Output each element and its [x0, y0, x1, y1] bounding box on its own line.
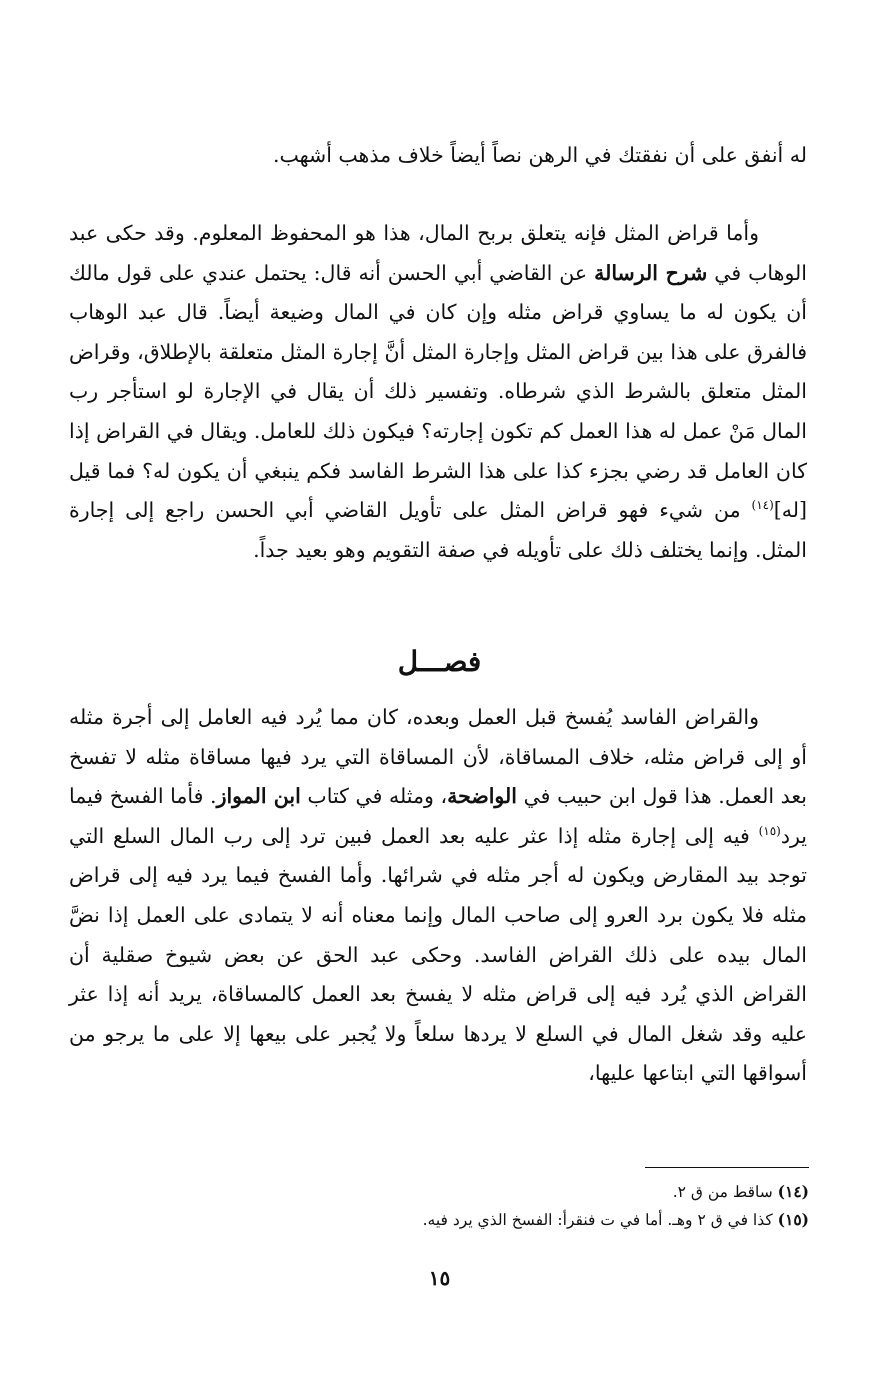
- footnote-14-number: (١٤): [777, 1182, 809, 1201]
- paragraph-1: [69, 136, 807, 176]
- paragraph-3-part-a: والقراض الفاسد يُفسخ قبل العمل وبعده، كان مما يُرد فيه العامل إلى أجرة مثله أو إلى قراض مثله، خلاف المساقاة، لأن المساقاة التي يرد فيها مساقاة مثله لا تفسخ بعد العمل. هذا قول ابن حبيب في: [69, 705, 807, 809]
- paragraph-2-part-d: من شيء فهو قراض المثل على تأويل القاضي أبي الحسن راجع إلى إجارة المثل. وإنما يختلف ذلك على تأويله في صفة التقويم وهو بعيد جداً.: [69, 498, 807, 562]
- paragraph-2: [69, 214, 807, 570]
- book-title-sharh-al-risala: شرح الرسالة: [594, 260, 708, 285]
- footnote-15-number: (١٥): [777, 1210, 809, 1229]
- footnote-divider: [645, 1167, 809, 1168]
- page-number: ١٥: [428, 1266, 451, 1290]
- footnotes: [71, 1178, 809, 1234]
- footnote-15: [71, 1206, 809, 1234]
- footnote-15-text: كذا في ق ٢ وهـ. أما في ت فنقرأ: الفسخ الذي يرد فيه.: [422, 1211, 778, 1229]
- paragraph-3: [69, 698, 807, 1094]
- footnote-ref-15[interactable]: (١٥): [758, 823, 781, 838]
- paragraph-3-text: [69, 698, 807, 1094]
- paragraph-3-part-e: . فأما الفسخ فيما يرد: [69, 784, 807, 848]
- paragraph-2-part-a: وأما قراض المثل فإنه يتعلق بربح المال، هذا هو المحفوظ المعلوم. وقد حكى عبد الوهاب في: [69, 221, 807, 285]
- paragraph-2-text: [69, 214, 807, 570]
- footnote-14: [71, 1178, 809, 1206]
- paragraph-2-part-c: عن القاضي أبي الحسن أنه قال: يحتمل عندي على قول مالك أن يكون له ما يساوي قراض مثله وإن كان في المال وضيعة أيضاً. قال عبد الوهاب فالفرق على هذا بين قراض المثل وإجارة المثل أنَّ إجارة المثل متعلقة بالإطلاق، وقراض المثل متعلق بالشرط الذي شرطاه. وتفسير ذلك أن يقال في الإجارة لو استأجر رب المال مَنْ عمل له هذا العمل كم تكون إجارته؟ فيكون ذلك للعامل. ويقال في القراض إذا كان العامل قد رضي بجزء كذا على هذا الشرط الفاسد فكم ينبغي أن يكون له؟ فما قيل [له]: [69, 260, 807, 523]
- book-title-ibn-al-mawaz: ابن المواز: [216, 784, 301, 809]
- footnote-14-text: ساقط من ق ٢.: [672, 1183, 778, 1201]
- footnote-ref-14[interactable]: (١٤): [751, 498, 774, 513]
- book-title-al-wadiha: الواضحة: [447, 784, 517, 809]
- section-heading: فصـــل: [397, 645, 482, 678]
- paragraph-3-part-f: فيه إلى إجارة مثله إذا عثر عليه بعد العمل فبين ترد إلى رب المال السلع التي توجد بيد المقارض ويكون له أجر مثله في شرائها. وأما الفسخ فيما يرد فيه إلى قراض مثله فلا يكون برد العرو إلى صاحب المال وإنما معناه أنه لا يتمادى على العمل إذا نضَّ المال بيده على ذلك القراض الفاسد. وحكى عبد الحق عن بعض شيوخ صقلية أن القراض الذي يُرد فيه إلى قراض مثله لا يفسخ بعد العمل كالمساقاة، يريد أنه إذا عثر عليه وقد شغل المال في السلع لا يردها سلعاً ولا يُجبر على بيعها إلا على ما يرجو من أسواقها التي ابتاعها عليها،: [69, 823, 807, 1086]
- paragraph-3-part-c: ، ومثله في كتاب: [300, 784, 448, 809]
- paragraph-1-text: له أنفق على أن نفقتك في الرهن نصاً أيضاً خلاف مذهب أشهب.: [272, 143, 807, 167]
